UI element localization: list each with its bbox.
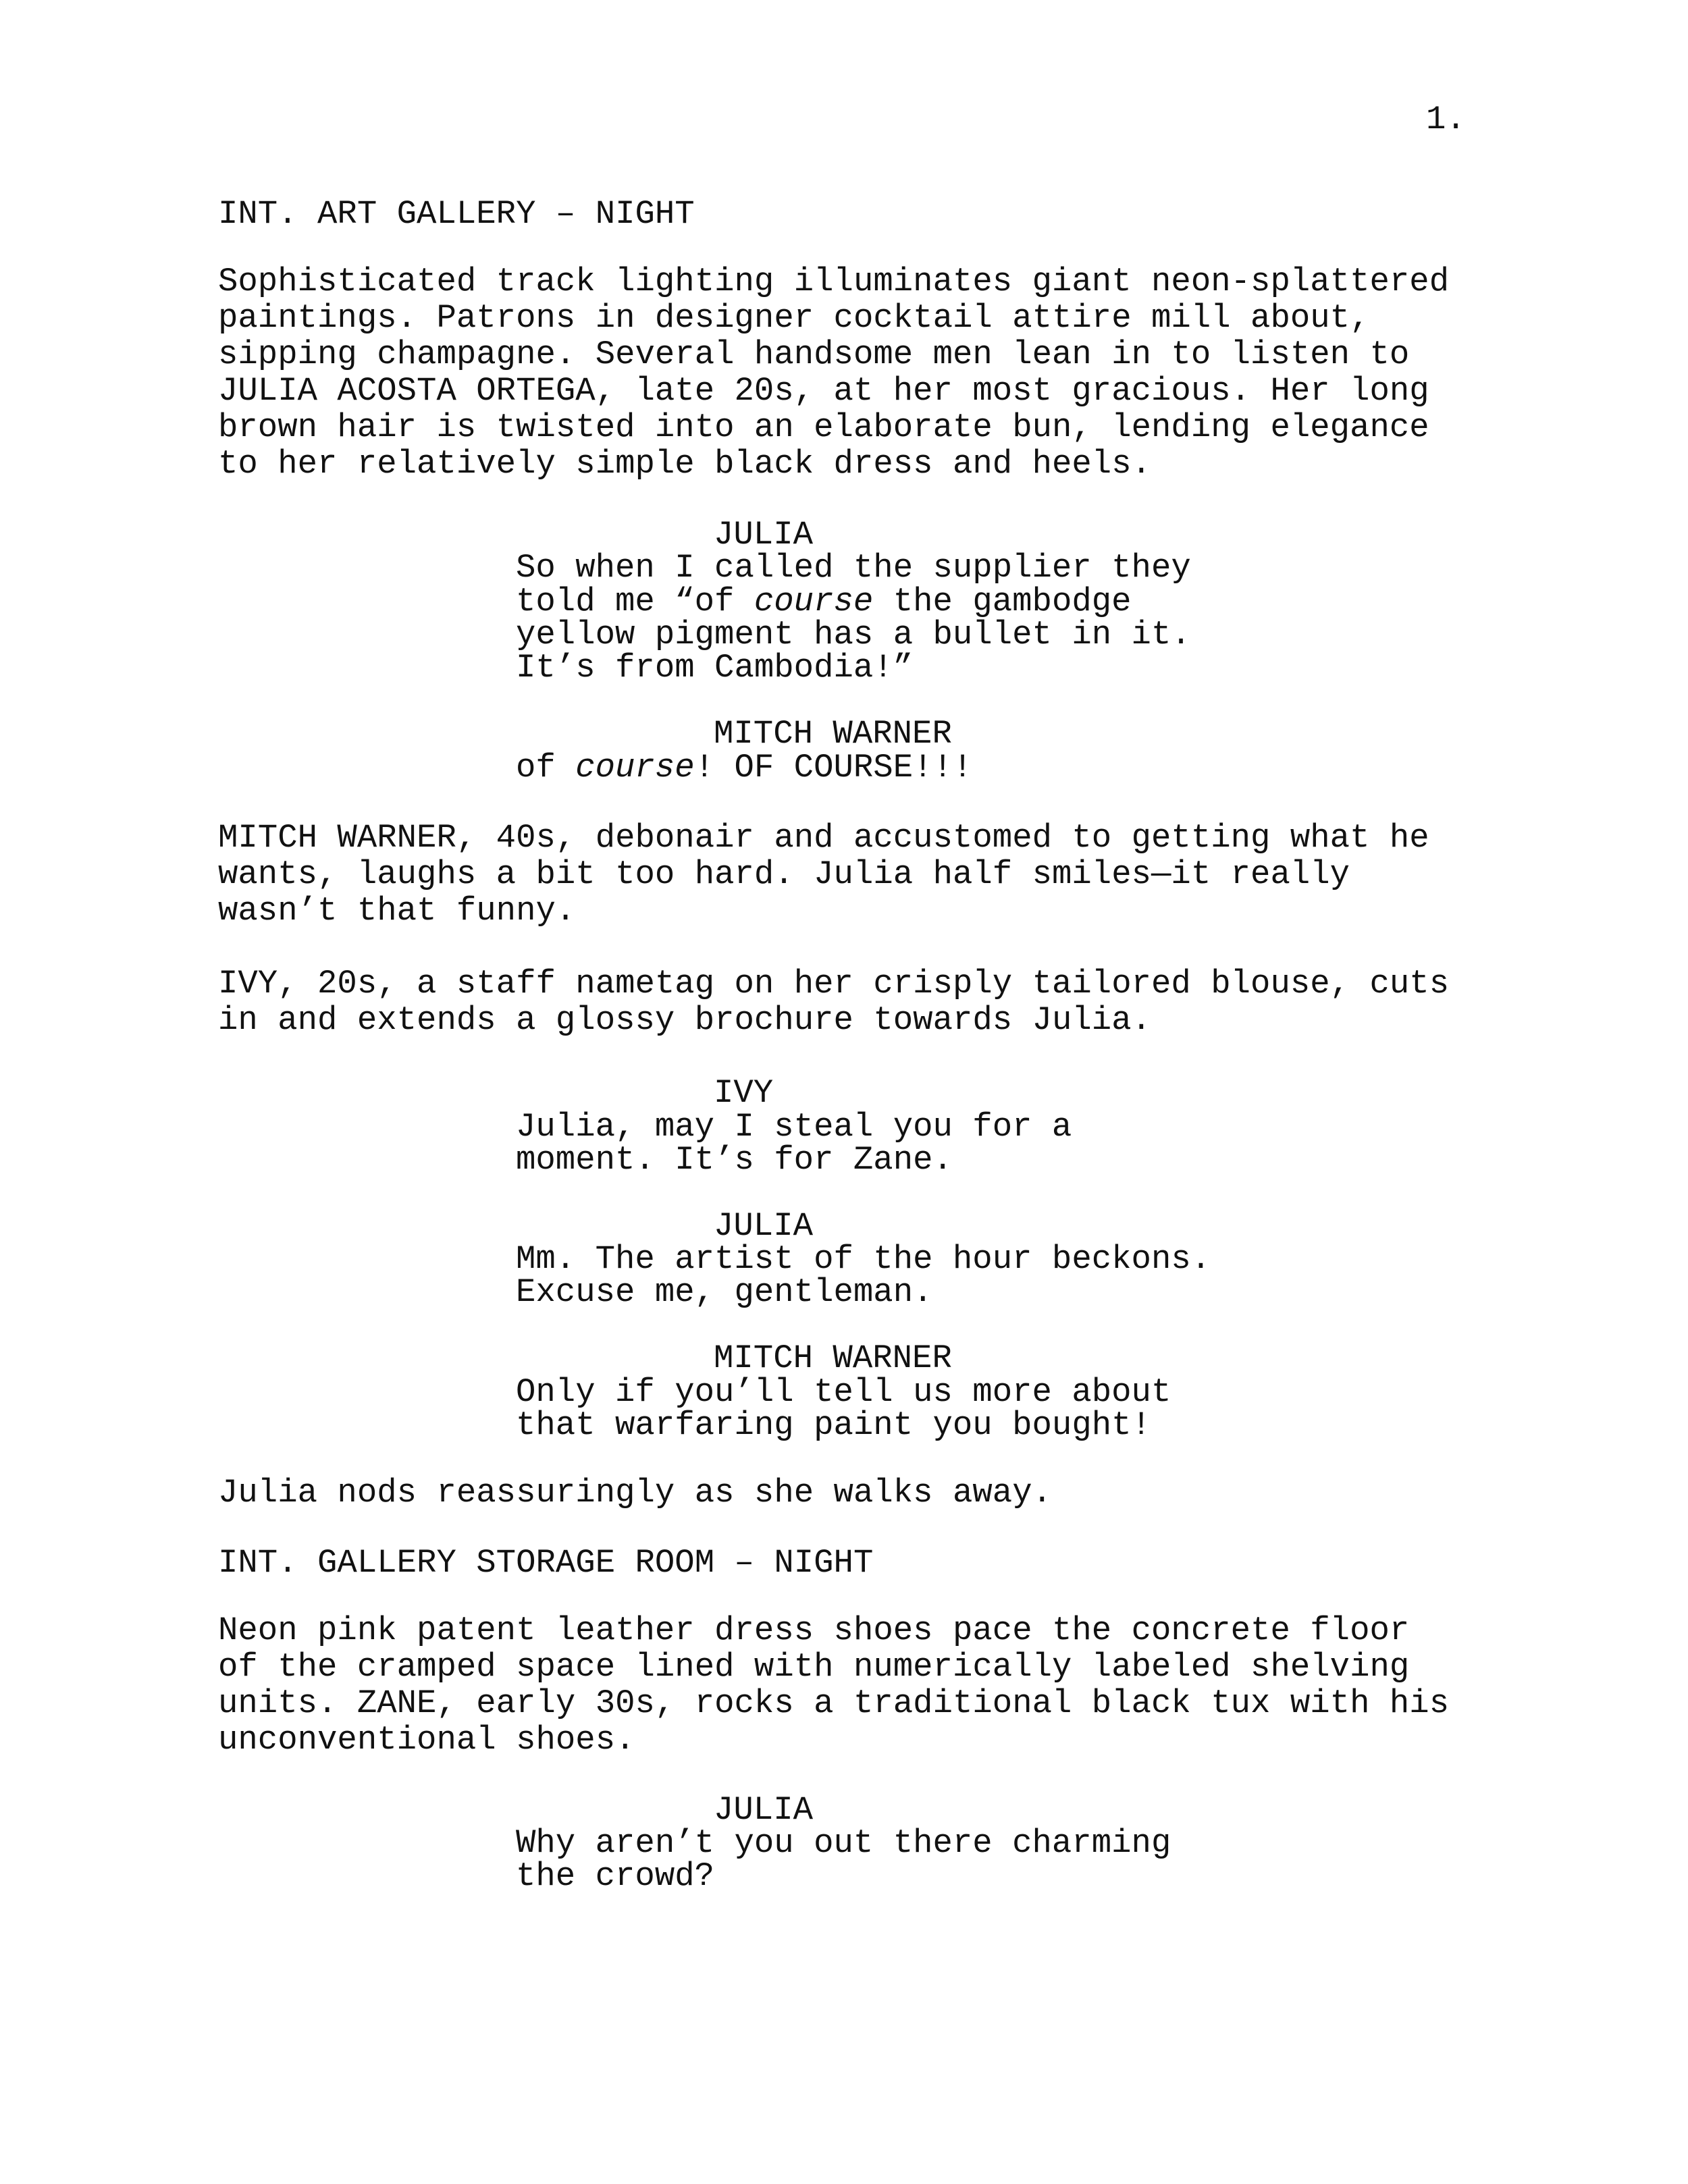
dialogue-line: moment. It’s for Zane. bbox=[516, 1141, 953, 1179]
action-line: paintings. Patrons in designer cocktail attire mill about, bbox=[218, 299, 1370, 337]
character-name: MITCH WARNER bbox=[714, 715, 952, 753]
action-line: Sophisticated track lighting illuminates giant neon-splattered bbox=[218, 263, 1450, 300]
character-name: MITCH WARNER bbox=[714, 1339, 952, 1377]
dialogue-emphasis: course bbox=[575, 749, 695, 787]
action-line: to her relatively simple black dress and heels. bbox=[218, 445, 1152, 483]
dialogue-line: So when I called the supplier they bbox=[516, 549, 1191, 587]
character-name: JULIA bbox=[714, 1791, 814, 1829]
action-line: wants, laughs a bit too hard. Julia half smiles—it really bbox=[218, 855, 1350, 893]
dialogue-line bbox=[516, 583, 1132, 620]
dialogue-text: the gambodge bbox=[873, 583, 1132, 620]
character-name: IVY bbox=[714, 1074, 774, 1112]
character-name: JULIA bbox=[714, 516, 814, 554]
action-line: JULIA ACOSTA ORTEGA, late 20s, at her most gracious. Her long bbox=[218, 372, 1429, 410]
dialogue-line: Only if you’ll tell us more about bbox=[516, 1373, 1171, 1411]
action-line: MITCH WARNER, 40s, debonair and accustomed to getting what he bbox=[218, 819, 1429, 857]
dialogue-line: Why aren’t you out there charming bbox=[516, 1824, 1171, 1862]
action-line: in and extends a glossy brochure towards Julia. bbox=[218, 1001, 1152, 1039]
character-name: JULIA bbox=[714, 1207, 814, 1245]
scene-heading: INT. ART GALLERY – NIGHT bbox=[218, 195, 695, 233]
dialogue-text: told me “of bbox=[516, 583, 754, 620]
scene-heading: INT. GALLERY STORAGE ROOM – NIGHT bbox=[218, 1544, 874, 1582]
action-line: brown hair is twisted into an elaborate bun, lending elegance bbox=[218, 408, 1429, 446]
dialogue-line: the crowd? bbox=[516, 1857, 715, 1895]
dialogue-emphasis: course bbox=[754, 583, 874, 620]
action-line: sipping champagne. Several handsome men lean in to listen to bbox=[218, 336, 1410, 373]
action-line: units. ZANE, early 30s, rocks a traditional black tux with his bbox=[218, 1684, 1450, 1722]
dialogue-text: of bbox=[516, 749, 576, 787]
dialogue-line: Julia, may I steal you for a bbox=[516, 1108, 1072, 1146]
action-line: of the cramped space lined with numerically labeled shelving bbox=[218, 1648, 1410, 1686]
page-number: 1. bbox=[1426, 101, 1466, 138]
dialogue-line: Excuse me, gentleman. bbox=[516, 1273, 933, 1311]
action-line: wasn’t that funny. bbox=[218, 892, 576, 930]
action-line: IVY, 20s, a staff nametag on her crisply tailored blouse, cuts bbox=[218, 965, 1450, 1003]
action-line: Neon pink patent leather dress shoes pace the concrete floor bbox=[218, 1612, 1410, 1649]
dialogue-text: ! OF COURSE!!! bbox=[694, 749, 973, 787]
dialogue-line: yellow pigment has a bullet in it. bbox=[516, 616, 1191, 654]
dialogue-line: that warfaring paint you bought! bbox=[516, 1406, 1151, 1444]
dialogue-line: Mm. The artist of the hour beckons. bbox=[516, 1240, 1211, 1278]
dialogue-line bbox=[516, 749, 972, 786]
action-line: unconventional shoes. bbox=[218, 1721, 635, 1759]
dialogue-line: It’s from Cambodia!” bbox=[516, 649, 914, 687]
action-line: Julia nods reassuringly as she walks away. bbox=[218, 1474, 1053, 1512]
